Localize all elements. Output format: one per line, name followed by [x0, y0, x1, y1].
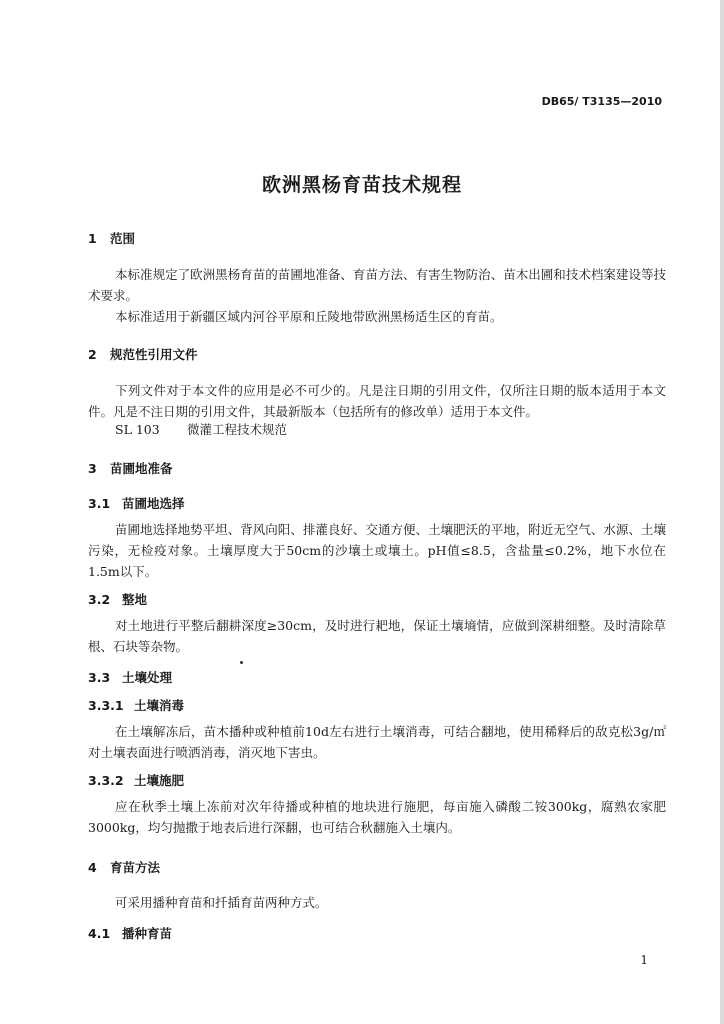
subsection-heading-3-1	[88, 494, 185, 512]
section-title: 范围	[110, 231, 136, 246]
section-number: 4	[88, 860, 97, 875]
section-1-paragraph-1: 本标准规定了欧洲黑杨育苗的苗圃地准备、育苗方法、有害生物防治、苗木出圃和技术档案建设等技术要求。	[88, 267, 666, 303]
section-4-paragraph: 可采用播种育苗和扦插育苗两种方式。	[115, 895, 328, 910]
section-heading-2	[88, 345, 198, 363]
page-number: 1	[640, 953, 648, 967]
reference-title: 微灌工程技术规范	[187, 422, 288, 437]
section-title: 育苗方法	[110, 860, 161, 875]
section-number: 1	[88, 231, 97, 246]
section-2-paragraph-1: 下列文件对于本文件的应用是必不可少的。凡是注日期的引用文件，仅所注日期的版本适用于本文件。凡是不注日期的引用文件，其最新版本（包括所有的修改单）适用于本文件。	[88, 383, 666, 419]
scan-speck	[240, 661, 243, 664]
subsection-title: 土壤消毒	[134, 698, 185, 713]
subsection-number: 3.3.2	[88, 773, 124, 788]
section-1-paragraph-2: 本标准适用于新疆区域内河谷平原和丘陵地带欧洲黑杨适生区的育苗。	[115, 309, 503, 324]
subsection-number: 3.3.1	[88, 698, 124, 713]
subsection-heading-3-3	[88, 668, 172, 686]
subsection-number: 4.1	[88, 926, 111, 941]
section-heading-3	[88, 459, 173, 477]
document-title: 欧洲黑杨育苗技术规程	[261, 174, 462, 196]
scan-edge	[720, 0, 724, 1024]
subsection-3-2-paragraph: 对土地进行平整后翻耕深度≥30cm，及时进行耙地，保证土壤墒情，应做到深耕细整。及时清除草根、石块等杂物。	[88, 618, 666, 654]
subsection-number: 3.2	[88, 592, 111, 607]
section-heading-1	[88, 229, 135, 247]
subsection-title: 土壤处理	[122, 670, 173, 685]
section-number: 3	[88, 461, 97, 476]
section-title: 规范性引用文件	[110, 347, 198, 362]
subsection-heading-3-2	[88, 590, 147, 608]
subsection-heading-4-1	[88, 924, 172, 942]
subsection-title: 土壤施肥	[134, 773, 185, 788]
reference-code: SL 103	[115, 422, 160, 437]
document-number: DB65/ T3135—2010	[541, 95, 662, 108]
subsection-heading-3-3-1	[88, 696, 184, 714]
section-number: 2	[88, 347, 97, 362]
section-heading-4	[88, 858, 160, 876]
subsection-3-1-paragraph: 苗圃地选择地势平坦、背风向阳、排灌良好、交通方便、土壤肥沃的平地，附近无空气、水源、土壤污染，无检疫对象。土壤厚度大于50cm的沙壤土或壤土。pH值≤8.5，含盐量≤0.2%，地下水位在1.5m以下。	[88, 522, 666, 579]
subsection-title: 整地	[122, 592, 148, 607]
subsection-title: 苗圃地选择	[122, 496, 185, 511]
subsection-number: 3.1	[88, 496, 111, 511]
section-title: 苗圃地准备	[110, 461, 173, 476]
normative-reference	[115, 420, 287, 438]
subsection-heading-3-3-2	[88, 771, 184, 789]
subsection-3-3-1-paragraph: 在土壤解冻后，苗木播种或种植前10d左右进行土壤消毒，可结合翻地，使用稀释后的敌克松3g/㎡对土壤表面进行喷洒消毒，消灭地下害虫。	[88, 724, 666, 760]
subsection-3-3-2-paragraph: 应在秋季土壤上冻前对次年待播或种植的地块进行施肥，每亩施入磷酸二铵300kg，腐熟农家肥3000kg，均匀抛撒于地表后进行深翻，也可结合秋翻施入土壤内。	[88, 799, 666, 835]
subsection-number: 3.3	[88, 670, 111, 685]
subsection-title: 播种育苗	[122, 926, 173, 941]
